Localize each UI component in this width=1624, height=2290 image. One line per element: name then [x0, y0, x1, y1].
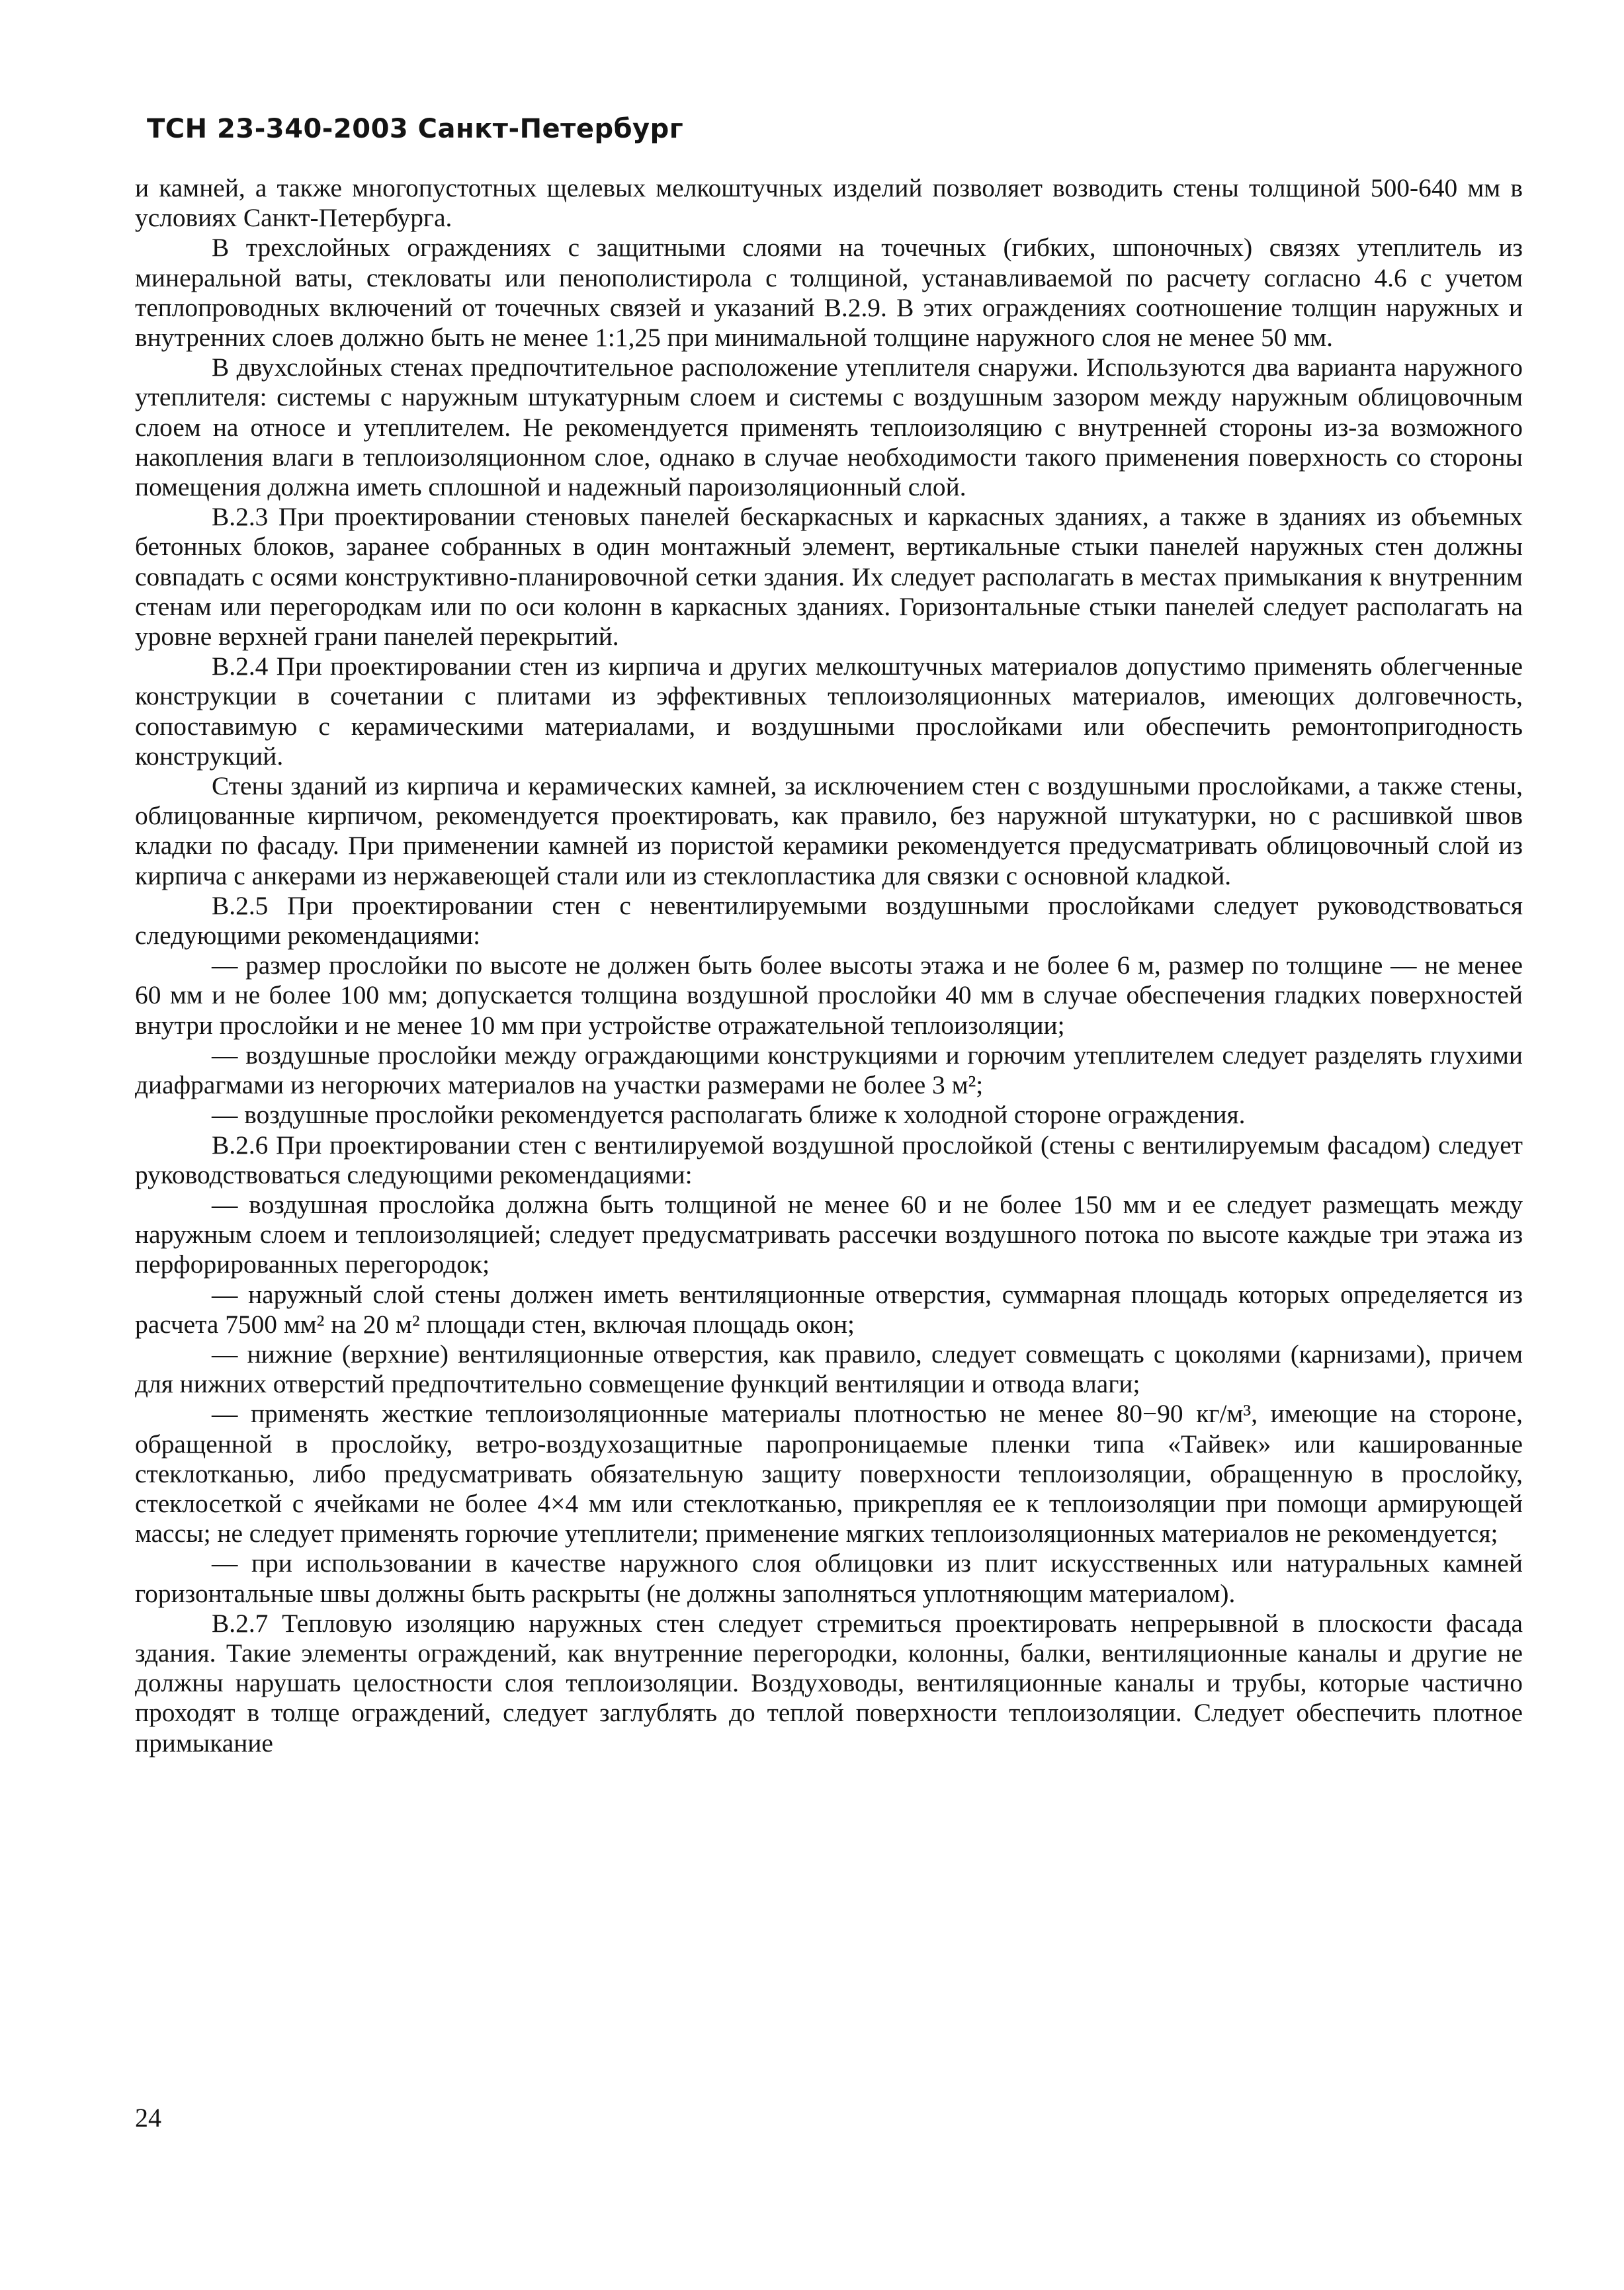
paragraph: В.2.3 При проектировании стеновых панелей бескаркасных и каркасных зданиях, а также в зданиях из объемных бетонных блоков, заранее собранных в один монтажный элемент, вертикальные стыки панелей наружных стен должны совпадать с осями конструктивно-планировочной сетки здания. Их следует располагать в местах примыкания к внутренним стенам или перегородкам или по оси колонн в каркасных зданиях. Горизонтальные стыки панелей следует располагать на уровне верхней грани панелей перекрытий. [135, 502, 1523, 652]
paragraph: В двухслойных стенах предпочтительное расположение утеплителя снаружи. Используются два варианта наружного утеплителя: системы с наружным штукатурным слоем и системы с воздушным зазором между наружным облицовочным слоем на относе и утеплителем. Не рекомендуется применять теплоизоляцию с внутренней стороны из-за возможного накопления влаги в теплоизоляционном слое, однако в случае необходимости такого применения поверхность со стороны помещения должна иметь сплошной и надежный пароизоляционный слой. [135, 353, 1523, 502]
list-item: — воздушные прослойки рекомендуется располагать ближе к холодной стороне ограждения. [212, 1100, 1246, 1130]
document-body [135, 173, 1523, 1758]
paragraph: В трехслойных ограждениях с защитными слоями на точечных (гибких, шпоночных) связях утеплитель из минеральной ваты, стекловаты или пенополистирола с толщиной, устанавливаемой по расчету согласно 4.6 с учетом теплопроводных включений от точечных связей и указаний В.2.9. В этих ограждениях соотношение толщин наружных и внутренних слоев должно быть не менее 1:1,25 при минимальной толщине наружного слоя не менее 50 мм. [135, 233, 1523, 353]
paragraph: В.2.7 Тепловую изоляцию наружных стен следует стремиться проектировать непрерывной в плоскости фасада здания. Такие элементы ограждений, как внутренние перегородки, колонны, балки, вентиляционные каналы и другие не должны нарушать целостности слоя теплоизоляции. Воздуховоды, вентиляционные каналы и трубы, которые частично проходят в толще ограждений, следует заглублять до теплой поверхности теплоизоляции. Следует обеспечить плотное примыкание [135, 1608, 1523, 1758]
paragraph: Стены зданий из кирпича и керамических камней, за исключением стен с воздушными прослойками, а также стены, облицованные кирпичом, рекомендуется проектировать, как правило, без наружной штукатурки, но с расшивкой швов кладки по фасаду. При применении камней из пористой керамики рекомендуется предусматривать облицовочный слой из кирпича с анкерами из нержавеющей стали или из стеклопластика для связки с основной кладкой. [135, 771, 1523, 890]
paragraph: В.2.5 При проектировании стен с невентилируемыми воздушными прослойками следует руководствоваться следующими рекомендациями: [135, 890, 1523, 951]
list-item: — при использовании в качестве наружного слоя облицовки из плит искусственных или натуральных камней горизонтальные швы должны быть раскрыты (не должны заполняться уплотняющим материалом). [135, 1548, 1523, 1608]
list-item: — размер прослойки по высоте не должен быть более высоты этажа и не более 6 м, размер по толщине — не менее 60 мм и не более 100 мм; допускается толщина воздушной прослойки 40 мм в случае обеспечения гладких поверхностей внутри прослойки и не менее 10 мм при устройстве отражательной теплоизоляции; [135, 951, 1523, 1040]
list-item: — воздушная прослойка должна быть толщиной не менее 60 и не более 150 мм и ее следует размещать между наружным слоем и теплоизоляцией; следует предусматривать рассечки воздушного потока по высоте каждые три этажа из перфорированных перегородок; [135, 1189, 1523, 1279]
paragraph: В.2.4 При проектировании стен из кирпича и других мелкоштучных материалов допустимо применять облегченные конструкции в сочетании с плитами из эффективных теплоизоляционных материалов, имеющих долговечность, сопоставимую с керамическими материалами, и воздушными прослойками или обеспечить ремонтопригодность конструкций. [135, 652, 1523, 771]
list-item: — применять жесткие теплоизоляционные материалы плотностью не менее 80−90 кг/м³, имеющие на стороне, обращенной в прослойку, ветро-воздухозащитные паропроницаемые пленки типа «Тайвек» или кашированные стеклотканью, либо предусматривать обязательную защиту поверхности теплоизоляции, обращенную в прослойку, стеклосеткой с ячейками не более 4×4 мм или стеклотканью, прикрепляя ее к теплоизоляции при помощи армирующей массы; не следует применять горючие утеплители; применение мягких теплоизоляционных материалов не рекомендуется; [135, 1399, 1523, 1548]
page-header: ТСН 23-340-2003 Санкт-Петербург [147, 114, 684, 144]
page-number: 24 [135, 2103, 161, 2133]
paragraph: и камней, а также многопустотных щелевых мелкоштучных изделий позволяет возводить стены толщиной 500-640 мм в условиях Санкт-Петербурга. [135, 173, 1523, 233]
list-item: — нижние (верхние) вентиляционные отверстия, как правило, следует совмещать с цоколями (карнизами), причем для нижних отверстий предпочтительно совмещение функций вентиляции и отвода влаги; [135, 1339, 1523, 1399]
list-item: — наружный слой стены должен иметь вентиляционные отверстия, суммарная площадь которых определяется из расчета 7500 мм² на 20 м² площади стен, включая площадь окон; [135, 1279, 1523, 1339]
list-item: — воздушные прослойки между ограждающими конструкциями и горючим утеплителем следует разделять глухими диафрагмами из негорючих материалов на участки размерами не более 3 м²; [135, 1040, 1523, 1100]
paragraph: В.2.6 При проектировании стен с вентилируемой воздушной прослойкой (стены с вентилируемым фасадом) следует руководствоваться следующими рекомендациями: [135, 1130, 1523, 1189]
